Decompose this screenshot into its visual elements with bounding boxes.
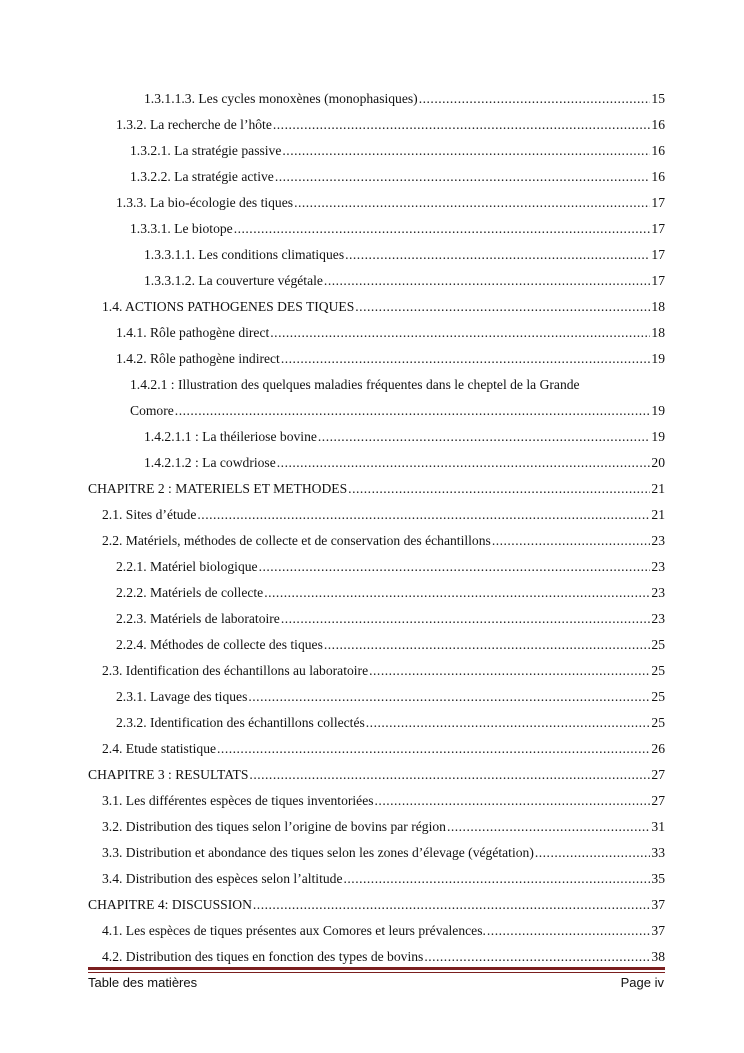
toc-entry[interactable] xyxy=(88,138,665,164)
toc-entry-label: CHAPITRE 3 : RESULTATS xyxy=(88,767,249,782)
toc-entry-page: 17 xyxy=(651,221,665,236)
toc-entry-label: 2.3. Identification des échantillons au laboratoire xyxy=(102,663,369,678)
toc-entry[interactable] xyxy=(88,502,665,528)
toc-entry-label: 4.2. Distribution des tiques en fonction des types de bovins xyxy=(102,949,424,964)
toc-entry-page: 37 xyxy=(651,897,665,912)
toc-entry[interactable] xyxy=(88,606,665,632)
toc-entry[interactable] xyxy=(88,424,665,450)
toc-entry-label: 3.2. Distribution des tiques selon l’origine de bovins par région xyxy=(102,819,446,834)
toc-leader-dots xyxy=(234,216,651,242)
toc-entry[interactable] xyxy=(88,190,665,216)
toc-leader-dots xyxy=(324,632,651,658)
toc-leader-dots xyxy=(273,112,651,138)
toc-leader-dots xyxy=(345,242,650,268)
toc-entry-page: 16 xyxy=(651,143,665,158)
toc-entry-page: 26 xyxy=(651,741,665,756)
toc-entry-page: 27 xyxy=(651,793,665,808)
toc-entry-continuation[interactable] xyxy=(88,398,665,424)
toc-leader-dots xyxy=(217,736,650,762)
toc-leader-dots xyxy=(324,268,650,294)
toc-leader-dots xyxy=(348,476,650,502)
toc-entry-page: 35 xyxy=(651,871,665,886)
toc-entry-label: 1.4.2.1.1 : La théileriose bovine xyxy=(144,429,317,444)
toc-entry-page: 18 xyxy=(651,299,665,314)
toc-leader-dots xyxy=(259,554,651,580)
toc-entry-label: 1.3.3.1.2. La couverture végétale xyxy=(144,273,323,288)
toc-leader-dots xyxy=(318,424,651,450)
toc-entry-page: 25 xyxy=(651,715,665,730)
toc-entry[interactable] xyxy=(88,736,665,762)
toc-entry-label: 2.2.4. Méthodes de collecte des tiques xyxy=(116,637,323,652)
toc-entry[interactable] xyxy=(88,658,665,684)
toc-entry-label: 2.2.1. Matériel biologique xyxy=(116,559,258,574)
toc-entry-page: 37 xyxy=(651,923,665,938)
toc-entry[interactable] xyxy=(88,632,665,658)
toc-entry[interactable] xyxy=(88,554,665,580)
toc-leader-dots xyxy=(419,86,651,112)
toc-entry-label: 1.3.1.1.3. Les cycles monoxènes (monophasiques) xyxy=(144,91,418,106)
toc-leader-dots xyxy=(275,164,651,190)
toc-entry[interactable] xyxy=(88,86,665,112)
toc-entry-page: 23 xyxy=(651,611,665,626)
toc-leader-dots xyxy=(282,138,650,164)
toc-entry-label: 4.1. Les espèces de tiques présentes aux Comores et leurs prévalences. xyxy=(102,923,486,938)
toc-entry-label: 2.4. Etude statistique xyxy=(102,741,217,756)
toc-leader-dots xyxy=(369,658,650,684)
toc-entry[interactable] xyxy=(88,164,665,190)
toc-entry[interactable] xyxy=(88,814,665,840)
toc-entry-page: 21 xyxy=(651,481,665,496)
toc-entry-page: 17 xyxy=(651,247,665,262)
toc-entry-label: 2.3.1. Lavage des tiques xyxy=(116,689,248,704)
toc-leader-dots xyxy=(492,528,651,554)
toc-entry-page: 17 xyxy=(651,273,665,288)
footer-section-title: Table des matières xyxy=(88,975,198,990)
toc-leader-dots xyxy=(249,762,650,788)
toc-leader-dots xyxy=(487,918,651,944)
toc-entry-label: 1.4. ACTIONS PATHOGENES DES TIQUES xyxy=(102,299,355,314)
toc-leader-dots xyxy=(281,346,651,372)
toc-entry-label: 1.4.2.1.2 : La cowdriose xyxy=(144,455,276,470)
toc-entry-label: 1.3.3.1. Le biotope xyxy=(130,221,233,236)
toc-leader-dots xyxy=(355,294,650,320)
toc-entry-label: 1.3.2.2. La stratégie active xyxy=(130,169,274,184)
toc-entry[interactable] xyxy=(88,528,665,554)
toc-leader-dots xyxy=(375,788,651,814)
toc-entry[interactable] xyxy=(88,112,665,138)
toc-entry-page: 16 xyxy=(651,169,665,184)
toc-entry[interactable] xyxy=(88,294,665,320)
toc-entry[interactable] xyxy=(88,242,665,268)
toc-leader-dots xyxy=(447,814,650,840)
toc-entry[interactable] xyxy=(88,372,665,398)
toc-entry[interactable] xyxy=(88,918,665,944)
toc-leader-dots xyxy=(294,190,650,216)
toc-entry-page: 25 xyxy=(651,663,665,678)
toc-entry-label: 1.3.2.1. La stratégie passive xyxy=(130,143,282,158)
toc-entry-page: 25 xyxy=(651,637,665,652)
toc-entry-label: 3.3. Distribution et abondance des tiques selon les zones d’élevage (végétation) xyxy=(102,845,534,860)
toc-entry-label: 1.4.1. Rôle pathogène direct xyxy=(116,325,270,340)
toc-entry-page: 21 xyxy=(651,507,665,522)
toc-entry[interactable] xyxy=(88,216,665,242)
toc-entry-label: 1.3.3. La bio-écologie des tiques xyxy=(116,195,294,210)
toc-leader-dots xyxy=(277,450,651,476)
toc-entry[interactable] xyxy=(88,580,665,606)
toc-entry[interactable] xyxy=(88,710,665,736)
toc-leader-dots xyxy=(366,710,651,736)
toc-entry[interactable] xyxy=(88,450,665,476)
toc-entry-label: CHAPITRE 4: DISCUSSION xyxy=(88,897,252,912)
toc-entry-label: 2.3.2. Identification des échantillons collectés xyxy=(116,715,365,730)
table-of-contents xyxy=(88,86,665,970)
toc-entry-page: 38 xyxy=(651,949,665,964)
toc-leader-dots xyxy=(270,320,650,346)
toc-leader-dots xyxy=(264,580,650,606)
toc-entry-page: 31 xyxy=(651,819,665,834)
toc-leader-dots xyxy=(248,684,650,710)
toc-entry-page: 17 xyxy=(651,195,665,210)
toc-entry-label: Comore xyxy=(130,403,174,418)
toc-entry[interactable] xyxy=(88,762,665,788)
toc-entry[interactable] xyxy=(88,788,665,814)
toc-leader-dots xyxy=(253,892,651,918)
toc-entry-label: 1.4.2.1 : Illustration des quelques maladies fréquentes dans le cheptel de la Grande xyxy=(130,377,580,392)
toc-leader-dots xyxy=(535,840,651,866)
toc-entry-page: 33 xyxy=(651,845,665,860)
toc-entry[interactable] xyxy=(88,892,665,918)
toc-entry-page: 23 xyxy=(651,533,665,548)
toc-entry-page: 19 xyxy=(651,351,665,366)
toc-entry-page: 23 xyxy=(651,559,665,574)
toc-entry-page: 18 xyxy=(651,325,665,340)
toc-entry-page: 27 xyxy=(651,767,665,782)
toc-entry-label: CHAPITRE 2 : MATERIELS ET METHODES xyxy=(88,481,348,496)
footer-page-number: Page iv xyxy=(620,975,664,990)
toc-entry-page: 19 xyxy=(651,403,665,418)
toc-entry-page: 23 xyxy=(651,585,665,600)
toc-entry-label: 1.4.2. Rôle pathogène indirect xyxy=(116,351,280,366)
footer-rule-thin xyxy=(88,972,665,973)
toc-entry[interactable] xyxy=(88,476,665,502)
toc-entry[interactable] xyxy=(88,684,665,710)
toc-entry-label: 2.2.3. Matériels de laboratoire xyxy=(116,611,280,626)
toc-entry-label: 3.1. Les différentes espèces de tiques inventoriées xyxy=(102,793,374,808)
toc-entry-page: 16 xyxy=(651,117,665,132)
toc-entry[interactable] xyxy=(88,840,665,866)
toc-entry-label: 2.2.2. Matériels de collecte xyxy=(116,585,264,600)
toc-entry-page: 20 xyxy=(651,455,665,470)
toc-entry[interactable] xyxy=(88,346,665,372)
toc-entry-page: 19 xyxy=(651,429,665,444)
toc-entry[interactable] xyxy=(88,866,665,892)
toc-entry-page: 15 xyxy=(651,91,665,106)
toc-leader-dots xyxy=(197,502,650,528)
toc-entry[interactable] xyxy=(88,268,665,294)
toc-entry-label: 3.4. Distribution des espèces selon l’altitude xyxy=(102,871,343,886)
footer-rule xyxy=(88,967,665,970)
toc-entry-label: 2.2. Matériels, méthodes de collecte et de conservation des échantillons xyxy=(102,533,491,548)
toc-leader-dots xyxy=(344,866,651,892)
toc-entry-label: 2.1. Sites d’étude xyxy=(102,507,197,522)
toc-entry-page: 25 xyxy=(651,689,665,704)
toc-entry-label: 1.3.3.1.1. Les conditions climatiques xyxy=(144,247,345,262)
toc-entry[interactable] xyxy=(88,320,665,346)
toc-entry-label: 1.3.2. La recherche de l’hôte xyxy=(116,117,272,132)
toc-leader-dots xyxy=(281,606,651,632)
toc-leader-dots xyxy=(175,398,651,424)
